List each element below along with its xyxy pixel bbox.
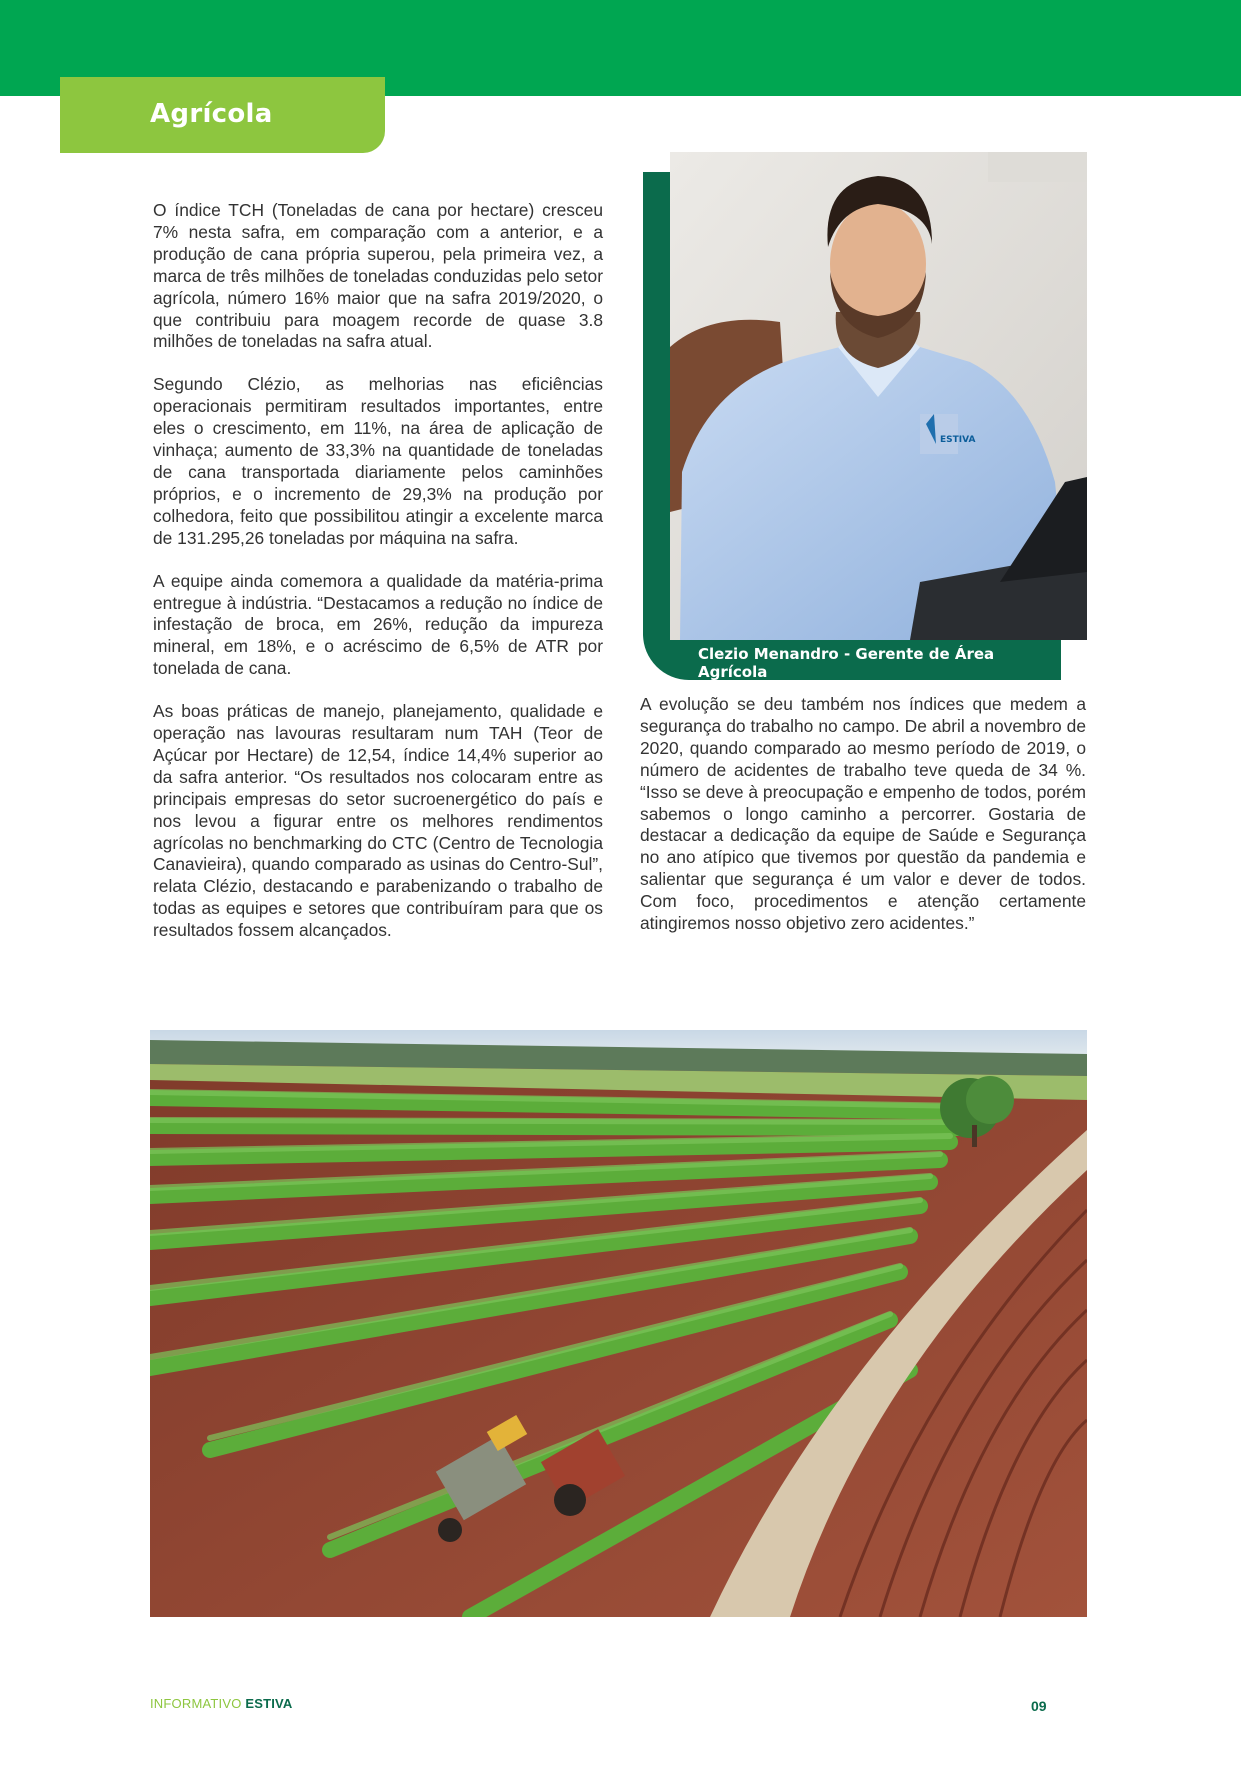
page-number: 09 bbox=[1031, 1698, 1047, 1714]
paragraph: Segundo Clézio, as melhorias nas eficiências operacionais permitiram resultados importantes, entre eles o crescimento, em 11%, na área de aplicação de vinhaça; aumento de 33,3% na quantidade de toneladas de cana transportada diariamente pelos caminhões próprios, e o incremento de 29,3% na produção por colhedora, feito que possibilitou atingir a excelente marca de 131.295,26 toneladas por máquina na safra. bbox=[153, 374, 603, 548]
footer-brand-estiva: ESTIVA bbox=[245, 1696, 293, 1711]
right-text-column bbox=[640, 694, 1086, 935]
paragraph: O índice TCH (Toneladas de cana por hectare) cresceu 7% nesta safra, em comparação com a anterior, e a produção de cana própria superou, pela primeira vez, a marca de três milhões de toneladas conduzidas pelo setor agrícola, número 16% maior que na safra 2019/2020, o que contribuiu para moagem recorde de quase 3.8 milhões de toneladas na safra atual. bbox=[153, 200, 603, 352]
paragraph: As boas práticas de manejo, planejamento, qualidade e operação nas lavouras resultaram num TAH (Teor de Açúcar por Hectare) de 12,54, índice 14,4% superior ao da safra anterior. “Os resultados nos colocaram entre as principais empresas do setor sucroenergético do país e nos levou a figurar entre os melhores rendimentos agrícolas no benchmarking do CTC (Centro de Tecnologia Canavieira), quando comparado as usinas do Centro-Sul”, relata Clézio, destacando e parabenizando o trabalho de todas as equipes e setores que contribuíram para que os resultados fossem alcançados. bbox=[153, 701, 603, 941]
section-tab bbox=[60, 77, 385, 153]
portrait-photo bbox=[670, 152, 1087, 640]
paragraph: A evolução se deu também nos índices que medem a segurança do trabalho no campo. De abril a novembro de 2020, quando comparado ao mesmo período de 2019, o número de acidentes de trabalho teve queda de 34 %. “Isso se deve à preocupação e empenho de todos, porém sabemos o longo caminho a percorrer. Gostaria de destacar a dedicação da equipe de Saúde e Segurança no ano atípico que tivemos por questão da pandemia e salientar que segurança é um valor e dever de todos. Com foco, procedimentos e atenção certamente atingiremos nosso objetivo zero acidentes.” bbox=[640, 694, 1086, 934]
footer-brand-informativo: INFORMATIVO bbox=[150, 1696, 242, 1711]
shirt-logo-text: ESTIVA bbox=[940, 435, 976, 445]
section-title: Agrícola bbox=[150, 99, 273, 129]
photo-caption-text: Clezio Menandro - Gerente de Área Agrícola bbox=[698, 644, 995, 681]
paragraph: A equipe ainda comemora a qualidade da matéria-prima entregue à indústria. “Destacamos a redução no índice de infestação de broca, em 26%, redução da impureza mineral, em 18%, e o acréscimo de 6,5% de ATR por tonelada de cana. bbox=[153, 570, 603, 679]
footer-brand bbox=[150, 1696, 293, 1711]
photo-caption bbox=[698, 645, 1061, 680]
sugarcane-field-photo bbox=[150, 1030, 1087, 1617]
left-text-column bbox=[153, 200, 603, 963]
